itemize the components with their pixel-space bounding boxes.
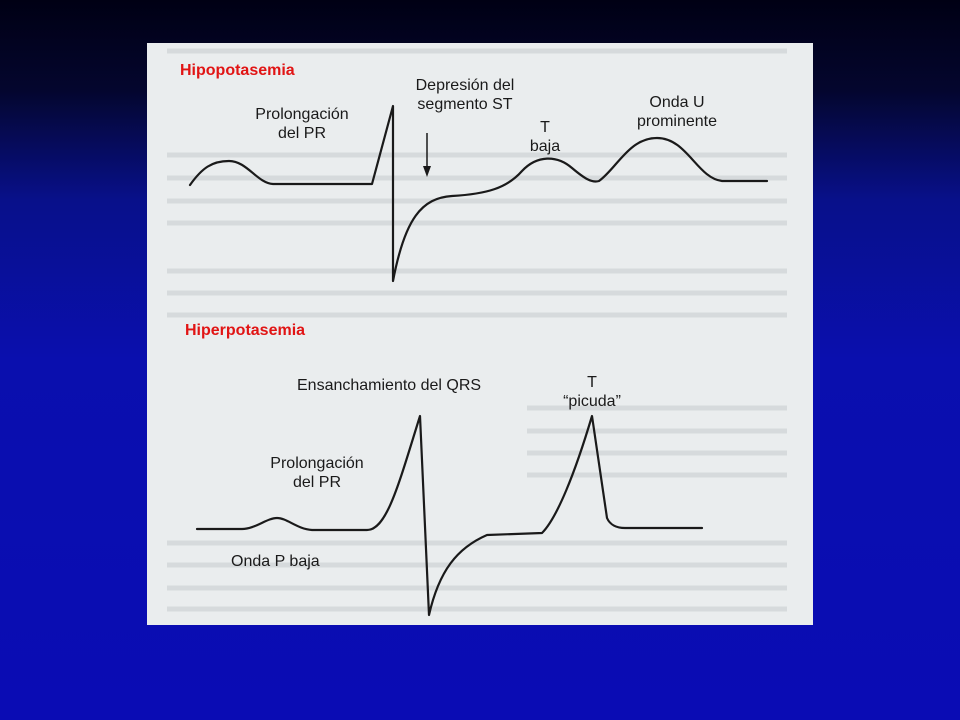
low-p-wave-label: Onda P baja (231, 553, 320, 570)
qrs-widening-label: Ensanchamiento del QRS (297, 377, 482, 394)
ecg-figure (147, 43, 813, 625)
peaked-t-wave-label-line2: “picuda” (563, 393, 621, 410)
st-depression-label (405, 76, 525, 114)
low-t-wave-label-line1: T (540, 119, 550, 136)
u-wave-label-line1: Onda U (649, 94, 705, 111)
st-depression-label-line2: segmento ST (417, 96, 513, 113)
peaked-t-wave-label (542, 373, 642, 411)
u-wave-label-line2: prominente (636, 113, 718, 130)
hypokalemia-pr-label-line2: del PR (277, 125, 327, 142)
hypokalemia-title: Hipopotasemia (180, 62, 295, 79)
low-t-wave-label-line2: baja (529, 138, 561, 155)
hyperkalemia-pr-label-line2: del PR (292, 474, 342, 491)
peaked-t-wave-label-line1: T (587, 374, 597, 391)
u-wave-label (622, 93, 732, 131)
low-t-wave-label (520, 118, 570, 156)
hyperkalemia-title: Hiperpotasemia (185, 322, 306, 339)
hyperkalemia-ecg-trace (197, 416, 702, 615)
hypokalemia-pr-label (242, 105, 362, 143)
hyperkalemia-pr-label-line1: Prolongación (270, 455, 364, 472)
hypokalemia-pr-label-line1: Prolongación (255, 106, 349, 123)
hyperkalemia-pr-label (257, 454, 377, 492)
st-depression-label-line1: Depresión del (415, 77, 515, 94)
